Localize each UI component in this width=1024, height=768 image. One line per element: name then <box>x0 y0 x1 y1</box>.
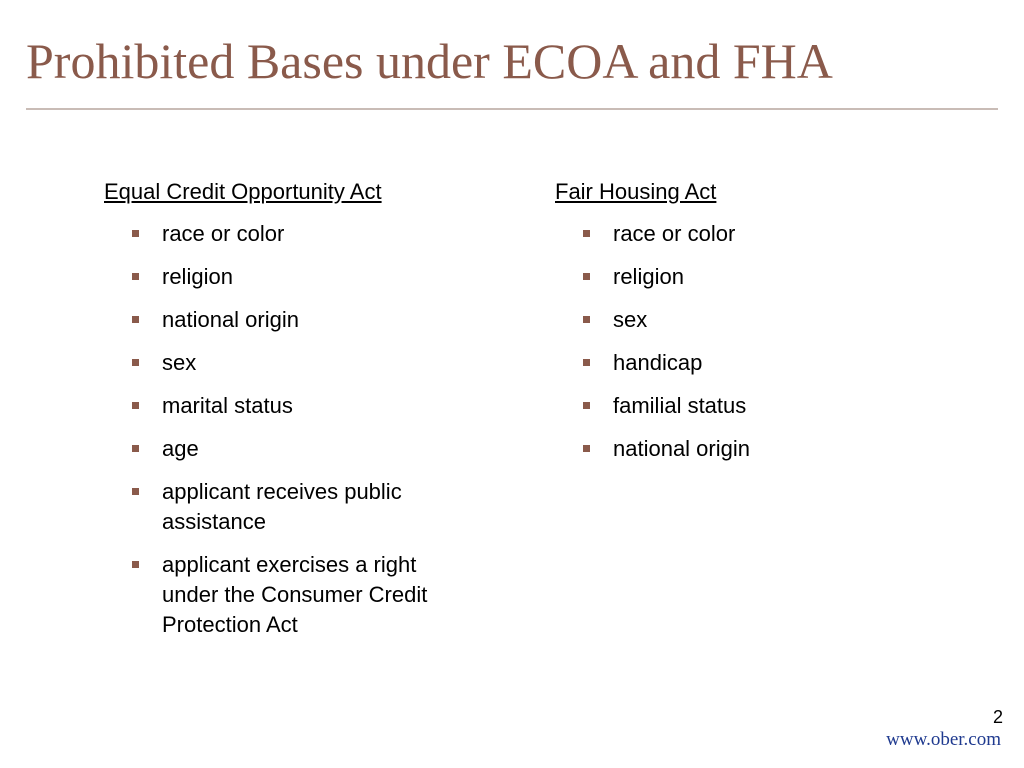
list-item <box>104 262 462 292</box>
square-bullet-icon <box>132 402 139 409</box>
list-item <box>104 348 462 378</box>
square-bullet-icon <box>583 316 590 323</box>
basis-text: applicant exercises a right under the Consumer Credit Protection Act <box>162 552 428 637</box>
list-item <box>104 305 462 335</box>
fha-column <box>555 178 935 477</box>
basis-text: handicap <box>613 350 703 375</box>
square-bullet-icon <box>583 230 590 237</box>
list-item <box>104 219 462 249</box>
square-bullet-icon <box>583 273 590 280</box>
title-divider <box>26 108 998 110</box>
basis-text: race or color <box>162 221 285 246</box>
list-item <box>104 477 462 537</box>
list-item <box>104 550 462 640</box>
square-bullet-icon <box>583 402 590 409</box>
list-item <box>555 434 935 464</box>
square-bullet-icon <box>132 359 139 366</box>
ecoa-heading: Equal Credit Opportunity Act <box>104 179 382 204</box>
square-bullet-icon <box>132 230 139 237</box>
slide-title: Prohibited Bases under ECOA and FHA <box>26 33 833 89</box>
basis-text: applicant receives public assistance <box>162 479 402 534</box>
list-item <box>555 305 935 335</box>
list-item <box>104 434 462 464</box>
list-item <box>555 219 935 249</box>
footer-url: www.ober.com <box>886 729 1001 750</box>
basis-text: national origin <box>613 436 750 461</box>
basis-text: marital status <box>162 393 293 418</box>
square-bullet-icon <box>132 488 139 495</box>
square-bullet-icon <box>583 359 590 366</box>
ecoa-column <box>104 178 484 653</box>
square-bullet-icon <box>132 561 139 568</box>
list-item <box>555 348 935 378</box>
basis-text: sex <box>613 307 648 332</box>
list-item <box>104 391 462 421</box>
basis-text: religion <box>613 264 684 289</box>
list-item <box>555 262 935 292</box>
square-bullet-icon <box>132 316 139 323</box>
basis-text: familial status <box>613 393 747 418</box>
page-number: 2 <box>992 707 1003 727</box>
basis-text: race or color <box>613 221 736 246</box>
basis-text: religion <box>162 264 233 289</box>
fha-heading: Fair Housing Act <box>555 179 717 204</box>
basis-text: national origin <box>162 307 299 332</box>
square-bullet-icon <box>132 273 139 280</box>
fha-bases-list <box>555 219 935 464</box>
basis-text: age <box>162 436 199 461</box>
square-bullet-icon <box>132 445 139 452</box>
ecoa-bases-list <box>104 219 484 640</box>
list-item <box>555 391 935 421</box>
square-bullet-icon <box>583 445 590 452</box>
basis-text: sex <box>162 350 197 375</box>
